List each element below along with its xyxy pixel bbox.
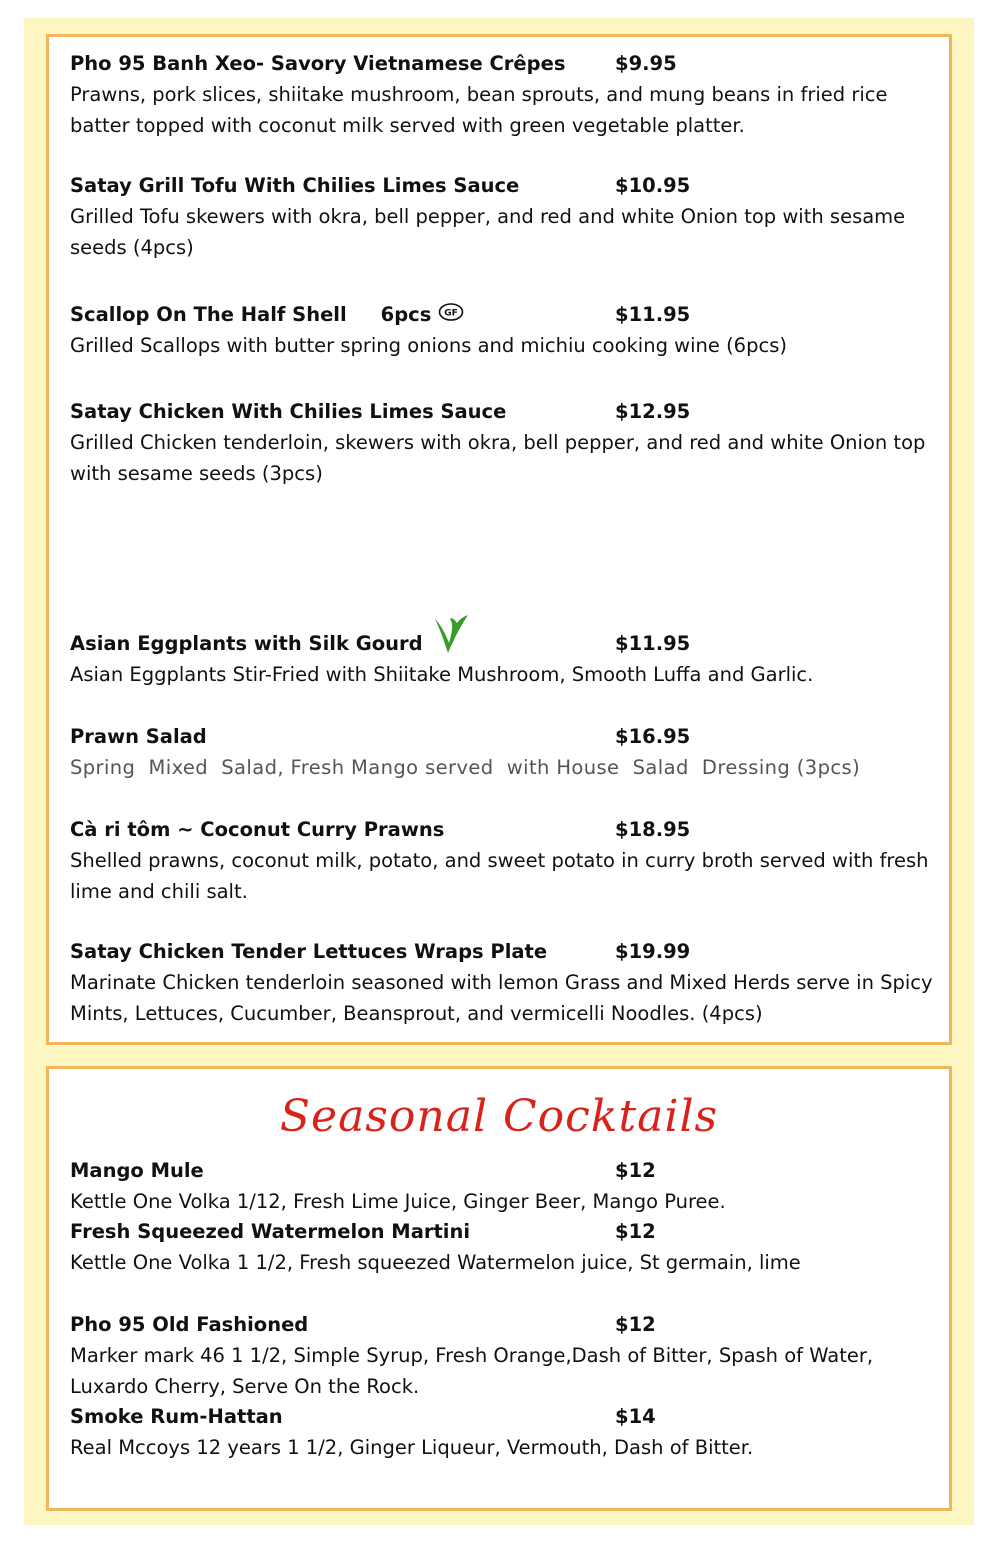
gf-label: GF bbox=[444, 308, 458, 319]
item-name: Prawn Salad bbox=[70, 725, 207, 748]
item-description: Marker mark 46 1 1/2, Simple Syrup, Fresh Orange,Dash of Bitter, Spash of Water, Luxardo Cherry, Serve On the Rock. bbox=[70, 1344, 874, 1398]
item-name: Cà ri tôm ~ Coconut Curry Prawns bbox=[70, 818, 445, 841]
cocktail-item bbox=[70, 1402, 936, 1463]
cocktail-item bbox=[70, 1217, 936, 1278]
item-description: Grilled Scallops with butter spring onions and michiu cooking wine (6pcs) bbox=[70, 334, 787, 357]
item-price: $12 bbox=[615, 1313, 656, 1336]
menu-item bbox=[70, 171, 936, 263]
item-name: Pho 95 Old Fashioned bbox=[70, 1313, 309, 1336]
menu-item bbox=[70, 815, 936, 907]
item-description: Kettle One Volka 1 1/2, Fresh squeezed Watermelon juice, St germain, lime bbox=[70, 1251, 801, 1274]
menu-panel bbox=[46, 34, 952, 1045]
item-price: $11.95 bbox=[615, 632, 691, 655]
menu-item bbox=[70, 49, 936, 141]
vegetarian-icon bbox=[432, 611, 470, 657]
item-price: $12.95 bbox=[615, 400, 691, 423]
item-description: Real Mccoys 12 years 1 1/2, Ginger Liqueur, Vermouth, Dash of Bitter. bbox=[70, 1436, 754, 1459]
item-name: Smoke Rum-Hattan bbox=[70, 1405, 283, 1428]
item-price: $16.95 bbox=[615, 725, 691, 748]
item-price: $9.95 bbox=[615, 52, 677, 75]
menu-item bbox=[70, 629, 936, 690]
item-description: Asian Eggplants Stir-Fried with Shiitake Mushroom, Smooth Luffa and Garlic. bbox=[70, 663, 814, 686]
item-description: Prawns, pork slices, shiitake mushroom, bean sprouts, and mung beans in fried rice batter topped with coconut milk served with green vegetable platter. bbox=[70, 83, 888, 137]
item-name: Asian Eggplants with Silk Gourd bbox=[70, 632, 423, 655]
item-description: Grilled Tofu skewers with okra, bell pepper, and red and white Onion top with sesame seeds (4pcs) bbox=[70, 205, 906, 259]
item-name: Satay Chicken Tender Lettuces Wraps Plate bbox=[70, 940, 548, 963]
item-description: Shelled prawns, coconut milk, potato, and sweet potato in curry broth served with fresh lime and chili salt. bbox=[70, 849, 929, 903]
menu-item bbox=[70, 397, 936, 489]
menu-item bbox=[70, 722, 936, 783]
cocktails-panel bbox=[46, 1066, 952, 1511]
gluten-free-icon bbox=[438, 302, 464, 322]
item-name: Mango Mule bbox=[70, 1159, 204, 1182]
item-price: $12 bbox=[615, 1220, 656, 1243]
item-name: Satay Grill Tofu With Chilies Limes Sauce bbox=[70, 174, 520, 197]
item-description: Grilled Chicken tenderloin, skewers with okra, bell pepper, and red and white Onion top with sesame seeds (3pcs) bbox=[70, 431, 926, 485]
item-price: $14 bbox=[615, 1405, 656, 1428]
item-description: Marinate Chicken tenderloin seasoned with lemon Grass and Mixed Herds serve in Spicy Mints, Lettuces, Cucumber, Beansprout, and vermicelli Noodles. (4pcs) bbox=[70, 971, 933, 1025]
cocktail-item bbox=[70, 1156, 936, 1217]
menu-item bbox=[70, 937, 936, 1029]
item-description: Kettle One Volka 1/12, Fresh Lime Juice, Ginger Beer, Mango Puree. bbox=[70, 1190, 726, 1213]
item-price: $19.99 bbox=[615, 940, 691, 963]
item-price: $18.95 bbox=[615, 818, 691, 841]
menu-item bbox=[70, 300, 936, 361]
section-title: Seasonal Cocktails bbox=[279, 1091, 719, 1142]
cocktail-item bbox=[70, 1310, 936, 1402]
item-name: Pho 95 Banh Xeo- Savory Vietnamese Crêpes bbox=[70, 52, 566, 75]
item-name: Fresh Squeezed Watermelon Martini bbox=[70, 1220, 471, 1243]
item-name: Satay Chicken With Chilies Limes Sauce bbox=[70, 400, 507, 423]
item-price: $12 bbox=[615, 1159, 656, 1182]
item-name: Scallop On The Half Shell 6pcs bbox=[70, 303, 432, 326]
item-price: $11.95 bbox=[615, 303, 691, 326]
item-price: $10.95 bbox=[615, 174, 691, 197]
item-description: Spring Mixed Salad, Fresh Mango served with House Salad Dressing (3pcs) bbox=[70, 756, 861, 779]
